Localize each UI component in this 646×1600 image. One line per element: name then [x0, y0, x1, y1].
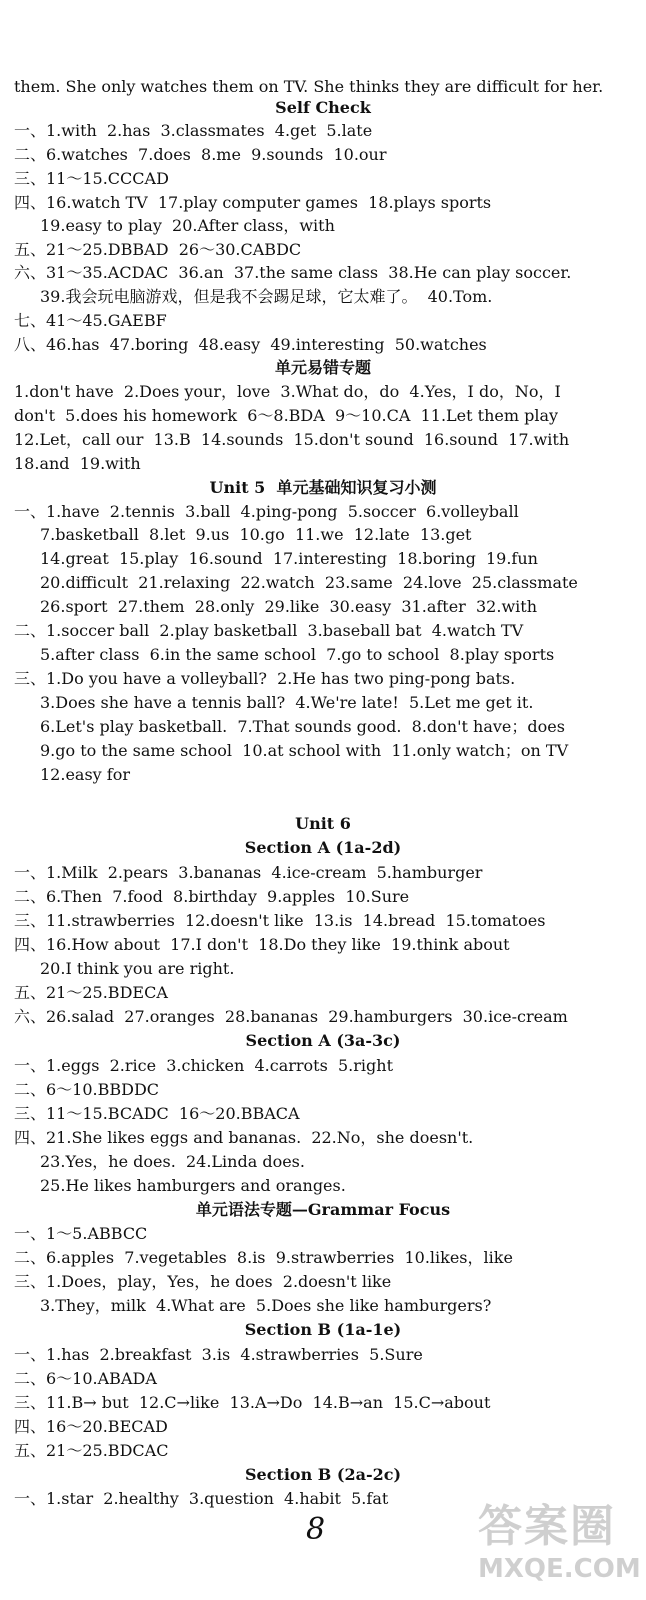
- text-line: 八、46.has 47.boring 48.easy 49.interesting 50.watches: [14, 335, 487, 354]
- text-line: 五、21～25.BDECA: [14, 983, 168, 1002]
- section-heading: Section A (3a-3c): [245, 1031, 401, 1050]
- text-line: 一、1.eggs 2.rice 3.chicken 4.carrots 5.right: [14, 1056, 394, 1075]
- text-line: don't 5.does his homework 6～8.BDA 9～10.CA 11.Let them play: [14, 406, 559, 425]
- page-number: 8: [306, 1512, 326, 1547]
- text-line: 14.great 15.play 16.sound 17.interesting 18.boring 19.fun: [40, 549, 538, 568]
- text-line: 二、6～10.ABADA: [14, 1369, 157, 1388]
- text-line: 二、6.apples 7.vegetables 8.is 9.strawberries 10.likes，like: [14, 1248, 513, 1267]
- text-line: 19.easy to play 20.After class，with: [40, 216, 335, 235]
- text-line: 12.Let，call our 13.B 14.sounds 15.don't sound 16.sound 17.with: [14, 430, 570, 449]
- section-heading: Self Check: [275, 98, 371, 117]
- watermark-url: MXQE.COM: [478, 1554, 641, 1584]
- text-line: 25.He likes hamburgers and oranges.: [40, 1176, 346, 1195]
- text-line: 6.Let's play basketball. 7.That sounds good. 8.don't have；does: [40, 717, 565, 736]
- text-line: 四、16～20.BECAD: [14, 1417, 168, 1436]
- text-line: 三、11.strawberries 12.doesn't like 13.is 14.bread 15.tomatoes: [14, 911, 546, 930]
- section-heading: Section B (2a-2c): [244, 1465, 402, 1484]
- section-heading: 单元易错专题: [274, 358, 371, 377]
- text-line: 9.go to the same school 10.at school with 11.only watch；on TV: [40, 741, 569, 760]
- text-line: 12.easy for: [40, 765, 130, 784]
- text-line: them. She only watches them on TV. She thinks they are difficult for her.: [14, 77, 604, 96]
- section-heading: Section A (1a-2d): [244, 838, 402, 857]
- text-line: 20.I think you are right.: [40, 959, 235, 978]
- text-line: 一、1.with 2.has 3.classmates 4.get 5.late: [14, 121, 373, 140]
- text-line: 一、1.have 2.tennis 3.ball 4.ping-pong 5.soccer 6.volleyball: [14, 502, 519, 521]
- text-line: 一、1～5.ABBCC: [14, 1224, 148, 1243]
- text-line: 一、1.star 2.healthy 3.question 4.habit 5.fat: [14, 1489, 389, 1508]
- watermark-logo: [478, 1500, 641, 1592]
- text-line: 二、1.soccer ball 2.play basketball 3.baseball bat 4.watch TV: [14, 621, 524, 640]
- watermark-title: 答案圈: [478, 1501, 616, 1552]
- text-line: 1.don't have 2.Does your，love 3.What do，do 4.Yes，I do，No，I: [14, 382, 561, 401]
- text-line: 五、21～25.BDCAC: [14, 1441, 169, 1460]
- text-line: 20.difficult 21.relaxing 22.watch 23.same 24.love 25.classmate: [40, 573, 578, 592]
- text-line: 7.basketball 8.let 9.us 10.go 11.we 12.late 13.get: [40, 525, 472, 544]
- text-line: 七、41～45.GAEBF: [14, 311, 167, 330]
- text-line: 3.They，milk 4.What are 5.Does she like hamburgers?: [40, 1296, 492, 1315]
- text-line: 39.我会玩电脑游戏，但是我不会踢足球，它太难了。 40.Tom.: [40, 287, 493, 306]
- text-line: 四、21.She likes eggs and bananas. 22.No，she doesn't.: [14, 1128, 474, 1147]
- text-line: 二、6.watches 7.does 8.me 9.sounds 10.our: [14, 145, 387, 164]
- section-heading: Section B (1a-1e): [244, 1320, 402, 1339]
- text-line: 三、11～15.BCADC 16～20.BBACA: [14, 1104, 300, 1123]
- text-line: 六、31～35.ACDAC 36.an 37.the same class 38.He can play soccer.: [14, 263, 572, 282]
- text-line: 四、16.watch TV 17.play computer games 18.plays sports: [14, 193, 492, 212]
- text-line: 六、26.salad 27.oranges 28.bananas 29.hamburgers 30.ice-cream: [14, 1007, 568, 1026]
- text-line: 一、1.Milk 2.pears 3.bananas 4.ice-cream 5.hamburger: [14, 863, 483, 882]
- section-heading: Unit 6: [295, 814, 351, 833]
- text-line: 3.Does she have a tennis ball? 4.We're late! 5.Let me get it.: [40, 693, 534, 712]
- text-line: 三、11～15.CCCAD: [14, 169, 169, 188]
- text-line: 三、1.Does，play，Yes，he does 2.doesn't like: [14, 1272, 392, 1291]
- text-line: 23.Yes，he does. 24.Linda does.: [40, 1152, 305, 1171]
- section-heading: Unit 5 单元基础知识复习小测: [209, 478, 437, 497]
- text-line: 26.sport 27.them 28.only 29.like 30.easy 31.after 32.with: [40, 597, 537, 616]
- text-line: 5.after class 6.in the same school 7.go to school 8.play sports: [40, 645, 555, 664]
- text-line: 二、6～10.BBDDC: [14, 1080, 160, 1099]
- text-line: 18.and 19.with: [14, 454, 141, 473]
- text-line: 三、11.B→ but 12.C→like 13.A→Do 14.B→an 15.C→about: [14, 1393, 491, 1412]
- section-heading: 单元语法专题—Grammar Focus: [195, 1200, 451, 1219]
- text-line: 二、6.Then 7.food 8.birthday 9.apples 10.Sure: [14, 887, 410, 906]
- text-line: 一、1.has 2.breakfast 3.is 4.strawberries 5.Sure: [14, 1345, 423, 1364]
- text-line: 三、1.Do you have a volleyball? 2.He has two ping-pong bats.: [14, 669, 516, 688]
- text-line: 五、21～25.DBBAD 26～30.CABDC: [14, 240, 302, 259]
- text-line: 四、16.How about 17.I don't 18.Do they like 19.think about: [14, 935, 510, 954]
